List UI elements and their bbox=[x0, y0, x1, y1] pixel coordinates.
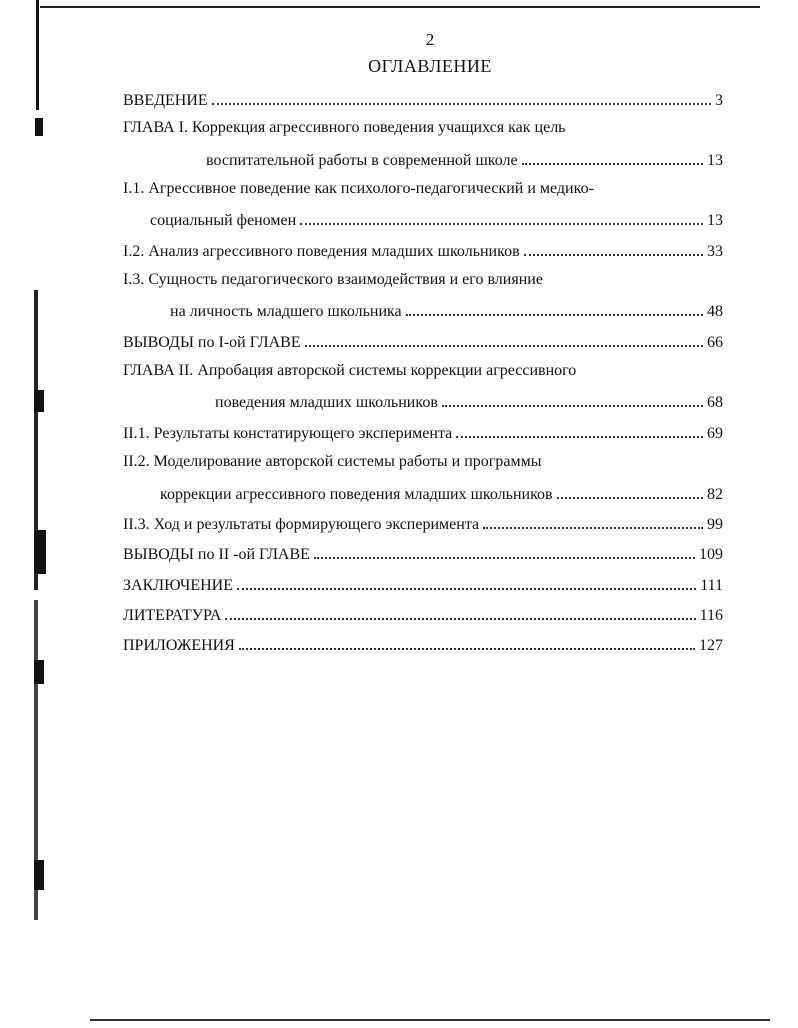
leader-dots bbox=[239, 634, 695, 650]
leader-dots bbox=[557, 483, 703, 499]
leader-dots bbox=[212, 89, 711, 105]
toc-page-number: 48 bbox=[707, 303, 723, 320]
scan-left-edge bbox=[34, 0, 40, 1028]
toc-entry-section-1-3-line1: I.3. Сущность педагогического взаимодействия и его влияние bbox=[123, 271, 543, 288]
toc-entry-text: поведения младших школьников bbox=[215, 394, 438, 411]
toc-entry-section-1-1 bbox=[150, 209, 723, 233]
scan-top-border bbox=[40, 6, 760, 8]
toc-page-number: 33 bbox=[707, 243, 723, 260]
toc-entry-text: коррекции агрессивного поведения младших школьников bbox=[160, 486, 553, 503]
toc-entry-section-1-2 bbox=[123, 240, 723, 264]
toc-page-number: 111 bbox=[700, 577, 723, 594]
toc-entry-text: ПРИЛОЖЕНИЯ bbox=[123, 637, 235, 654]
toc-entry-text: социальный феномен bbox=[150, 212, 297, 229]
toc-entry-text: воспитательной работы в современной школе bbox=[206, 152, 518, 169]
toc-page-number: 68 bbox=[707, 394, 723, 411]
toc-title: ОГЛАВЛЕНИЕ bbox=[368, 56, 492, 76]
toc-entry-text: ВЫВОДЫ по II -ой ГЛАВЕ bbox=[123, 546, 310, 563]
leader-dots bbox=[225, 604, 695, 620]
leader-dots bbox=[300, 209, 703, 225]
toc-entry-introduction bbox=[123, 89, 723, 113]
leader-dots bbox=[314, 543, 695, 559]
toc-entry-literature bbox=[123, 604, 723, 628]
toc-page-number: 116 bbox=[699, 607, 723, 624]
leader-dots bbox=[522, 149, 703, 165]
toc-entry-text: I.2. Анализ агрессивного поведения младших школьников bbox=[123, 243, 520, 260]
toc-entry-section-2-2-line1: II.2. Моделирование авторской системы работы и программы bbox=[123, 453, 542, 470]
toc-entry-chapter-2 bbox=[215, 391, 723, 415]
toc-entry-chapter-2-line1: ГЛАВА II. Апробация авторской системы коррекции агрессивного bbox=[123, 362, 577, 379]
toc-entry-text: II.3. Ход и результаты формирующего эксперимента bbox=[123, 516, 480, 533]
toc-entry-section-1-3 bbox=[170, 300, 723, 324]
toc-entry-text: ВВЕДЕНИЕ bbox=[123, 92, 208, 109]
toc-entry-section-1-1-line1: I.1. Агрессивное поведение как психолого-педагогический и медико- bbox=[123, 180, 594, 197]
leader-dots bbox=[305, 331, 703, 347]
toc-page-number: 3 bbox=[715, 92, 723, 109]
scan-bottom-border bbox=[90, 1019, 770, 1021]
toc-page-number: 66 bbox=[707, 334, 723, 351]
toc-entry-text: II.1. Результаты констатирующего эксперимента bbox=[123, 425, 453, 442]
toc-entry-text: на личность младшего школьника bbox=[170, 303, 402, 320]
toc-entry-text: ВЫВОДЫ по I-ой ГЛАВЕ bbox=[123, 334, 301, 351]
toc-entry-conclusions-1 bbox=[123, 331, 723, 355]
leader-dots bbox=[524, 240, 703, 256]
toc-entry-appendices bbox=[123, 634, 723, 658]
toc-entry-chapter-1 bbox=[206, 149, 723, 173]
toc-entry-conclusion bbox=[123, 574, 723, 598]
toc-page-number: 109 bbox=[699, 546, 723, 563]
toc-page-number: 13 bbox=[707, 212, 723, 229]
toc-entry-chapter-1-line1: ГЛАВА I. Коррекция агрессивного поведения учащихся как цель bbox=[123, 119, 566, 136]
toc-entry-section-2-1 bbox=[123, 422, 723, 446]
leader-dots bbox=[442, 391, 703, 407]
toc-page-number: 13 bbox=[707, 152, 723, 169]
toc-page-number: 69 bbox=[707, 425, 723, 442]
leader-dots bbox=[456, 422, 703, 438]
toc-entry-section-2-2 bbox=[160, 483, 723, 507]
toc-entry-conclusions-2 bbox=[123, 543, 723, 567]
toc-page-number: 99 bbox=[707, 516, 723, 533]
toc-entry-text: ЛИТЕРАТУРА bbox=[123, 607, 222, 624]
leader-dots bbox=[237, 574, 696, 590]
toc-page-number: 82 bbox=[707, 486, 723, 503]
toc-entry-text: ЗАКЛЮЧЕНИЕ bbox=[123, 577, 233, 594]
toc-entry-section-2-3 bbox=[123, 513, 723, 537]
page-number: 2 bbox=[425, 30, 435, 49]
leader-dots bbox=[406, 300, 703, 316]
toc-page-number: 127 bbox=[699, 637, 723, 654]
leader-dots bbox=[483, 513, 703, 529]
